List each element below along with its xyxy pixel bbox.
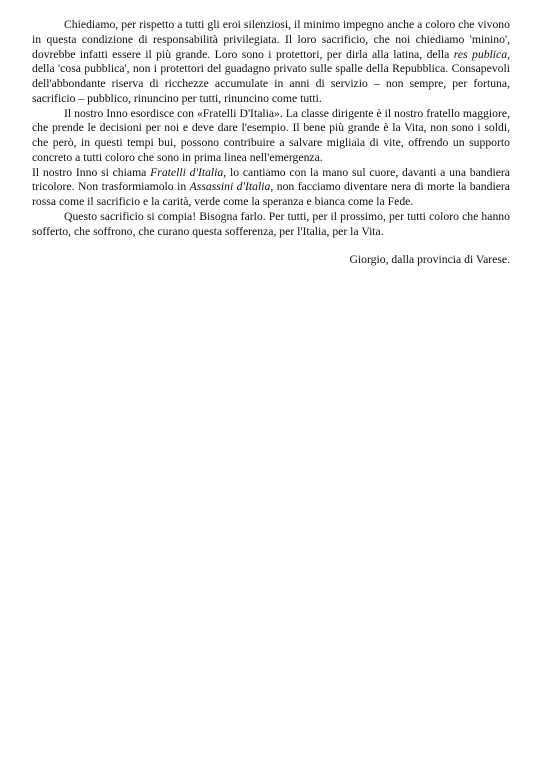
paragraph-text: Il nostro Inno si chiama: [32, 165, 151, 179]
signature: Giorgio, dalla provincia di Varese.: [349, 253, 510, 267]
letter-body: [32, 18, 510, 239]
italic-phrase: Fratelli d'Italia: [150, 165, 224, 179]
paragraph-text: Questo sacrificio si compia! Bisogna farlo. Per tutti, per il prossimo, per tutti coloro che hanno sofferto, che soffrono, che curano questa sofferenza, per l'Italia, per la Vita.: [32, 209, 510, 238]
document-page: [32, 18, 510, 268]
paragraph-4: [32, 210, 510, 240]
italic-phrase: res publica: [453, 47, 508, 61]
paragraph-3: [32, 166, 510, 210]
paragraph-text: Chiediamo, per rispetto a tutti gli eroi silenziosi, il minimo impegno anche a coloro che vivono in questa condizione di responsabilità privilegiata. Il loro sacrificio, che noi chiediamo 'minino', dovrebbe infatti essere il più grande. Loro sono i protettori, per dirla alla latina, della: [32, 18, 510, 61]
paragraph-text: , non facciamo diventare nera di morte la bandiera rossa come il sacrificio e la carità, verde come la speranza e bianca come la Fede.: [32, 180, 510, 208]
paragraph-2: [32, 107, 510, 166]
paragraph-text: Il nostro Inno esordisce con «Fratelli D'Italia». La classe dirigente è il nostro fratello maggiore, che prende le decisioni per noi e deve dare l'esempio. Il bene più grande è la Vita, non sono i soldi, che però, in questi tempi bui, possono contribuire a salvare migliaia di vite, offrendo un supporto concreto a tutti coloro che sono in prima linea nell'emergenza.: [32, 106, 510, 164]
paragraph-text: , della 'cosa pubblica', non i protettori del guadagno privato sulle spalle della Repubblica. Consapevoli dell'abbondante riserva di ricchezze accumulate in anni di servizio – non sempre, per fortuna, sacrificio – pubblico, rinuncino per tutti, rinuncino come tutti.: [32, 47, 510, 105]
italic-phrase: Assassini d'Italia: [189, 180, 271, 194]
paragraph-text: , lo cantiamo con la mano sul cuore, davanti a una bandiera tricolore. Non trasformiamolo in: [32, 165, 510, 194]
paragraph-1: [32, 18, 510, 107]
